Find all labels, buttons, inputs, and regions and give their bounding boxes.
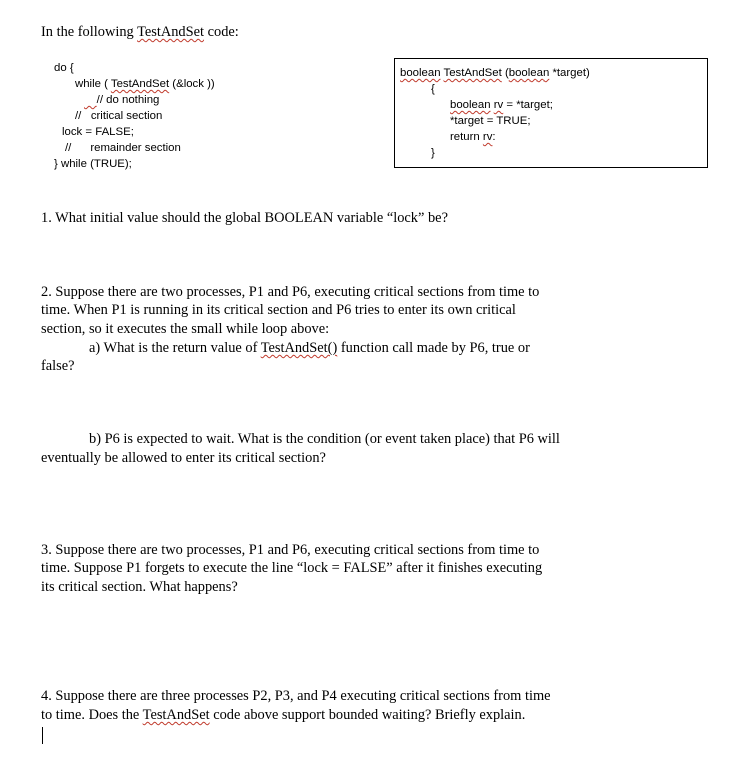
code-while-func: TestAndSet <box>110 78 170 90</box>
q3-line-3: its critical section. What happens? <box>41 579 238 595</box>
box-line-close-brace: } <box>431 147 435 159</box>
box-sig-type: boolean <box>400 67 441 79</box>
q2a-line-2: false? <box>41 358 75 374</box>
q2b-line-2: eventually be allowed to enter its critical section? <box>41 450 326 466</box>
q4-function-name: TestAndSet <box>142 707 210 723</box>
q4-line-1: 4. Suppose there are three processes P2, P3, and P4 executing critical sections from time <box>41 688 551 704</box>
box-line-signature: boolean TestAndSet (boolean *target) <box>400 67 590 79</box>
box-sig-name: TestAndSet <box>443 67 502 79</box>
box-sig-param: *target) <box>549 67 590 79</box>
box-line-rv-assign: boolean rv = *target; <box>450 99 553 111</box>
q3-line-2: time. Suppose P1 forgets to execute the line “lock = FALSE” after it finishes executing <box>41 560 543 576</box>
code-while-args: (&lock )) <box>169 78 215 90</box>
code-line-while <box>75 76 215 92</box>
q2a-line-1: a) What is the return value of TestAndSet() function call made by P6, true or <box>89 340 530 356</box>
code-line-do-nothing <box>84 92 159 108</box>
box-line-open-brace: { <box>431 83 435 95</box>
box-sig-param-type: boolean <box>508 67 550 79</box>
q2b-line-1: b) P6 is expected to wait. What is the condition (or event taken place) that P6 will <box>89 431 560 447</box>
box-rv-var: rv <box>493 99 504 111</box>
q2a-function-name: TestAndSet() <box>260 340 338 356</box>
intro-function-name: TestAndSet <box>137 24 205 40</box>
q3-line-1: 3. Suppose there are two processes, P1 and P6, executing critical sections from time to <box>41 542 540 558</box>
code-line-do: do { <box>54 62 74 74</box>
q2-line-2: time. When P1 is running in its critical section and P6 tries to enter its own critical <box>41 302 516 318</box>
box-return-var: rv <box>482 131 493 143</box>
code-while-keyword: while ( <box>75 78 111 90</box>
question-1: 1. What initial value should the global BOOLEAN variable “lock” be? <box>41 210 448 226</box>
intro-line <box>41 23 239 41</box>
q2-line-3: section, so it executes the small while loop above: <box>41 321 330 337</box>
box-line-target-true: *target = TRUE; <box>450 115 531 127</box>
code-line-while-true: } while (TRUE); <box>54 158 132 170</box>
code-line-remainder: // remainder section <box>65 142 181 154</box>
code-do-nothing-comment: // do nothing <box>96 94 160 106</box>
intro-prefix: In the following <box>41 24 138 40</box>
q4-line-2: to time. Does the TestAndSet code above support bounded waiting? Briefly explain. <box>41 707 526 723</box>
code-do-nothing-indent <box>84 94 97 106</box>
code-line-critical: // critical section <box>75 110 163 122</box>
q2-line-1: 2. Suppose there are two processes, P1 and P6, executing critical sections from time to <box>41 284 540 300</box>
text-cursor[interactable] <box>42 727 43 744</box>
box-line-return: return rv: <box>450 131 496 143</box>
intro-suffix: code: <box>204 24 239 40</box>
testandset-code-box <box>394 58 708 168</box>
code-line-lock-false: lock = FALSE; <box>62 126 134 138</box>
